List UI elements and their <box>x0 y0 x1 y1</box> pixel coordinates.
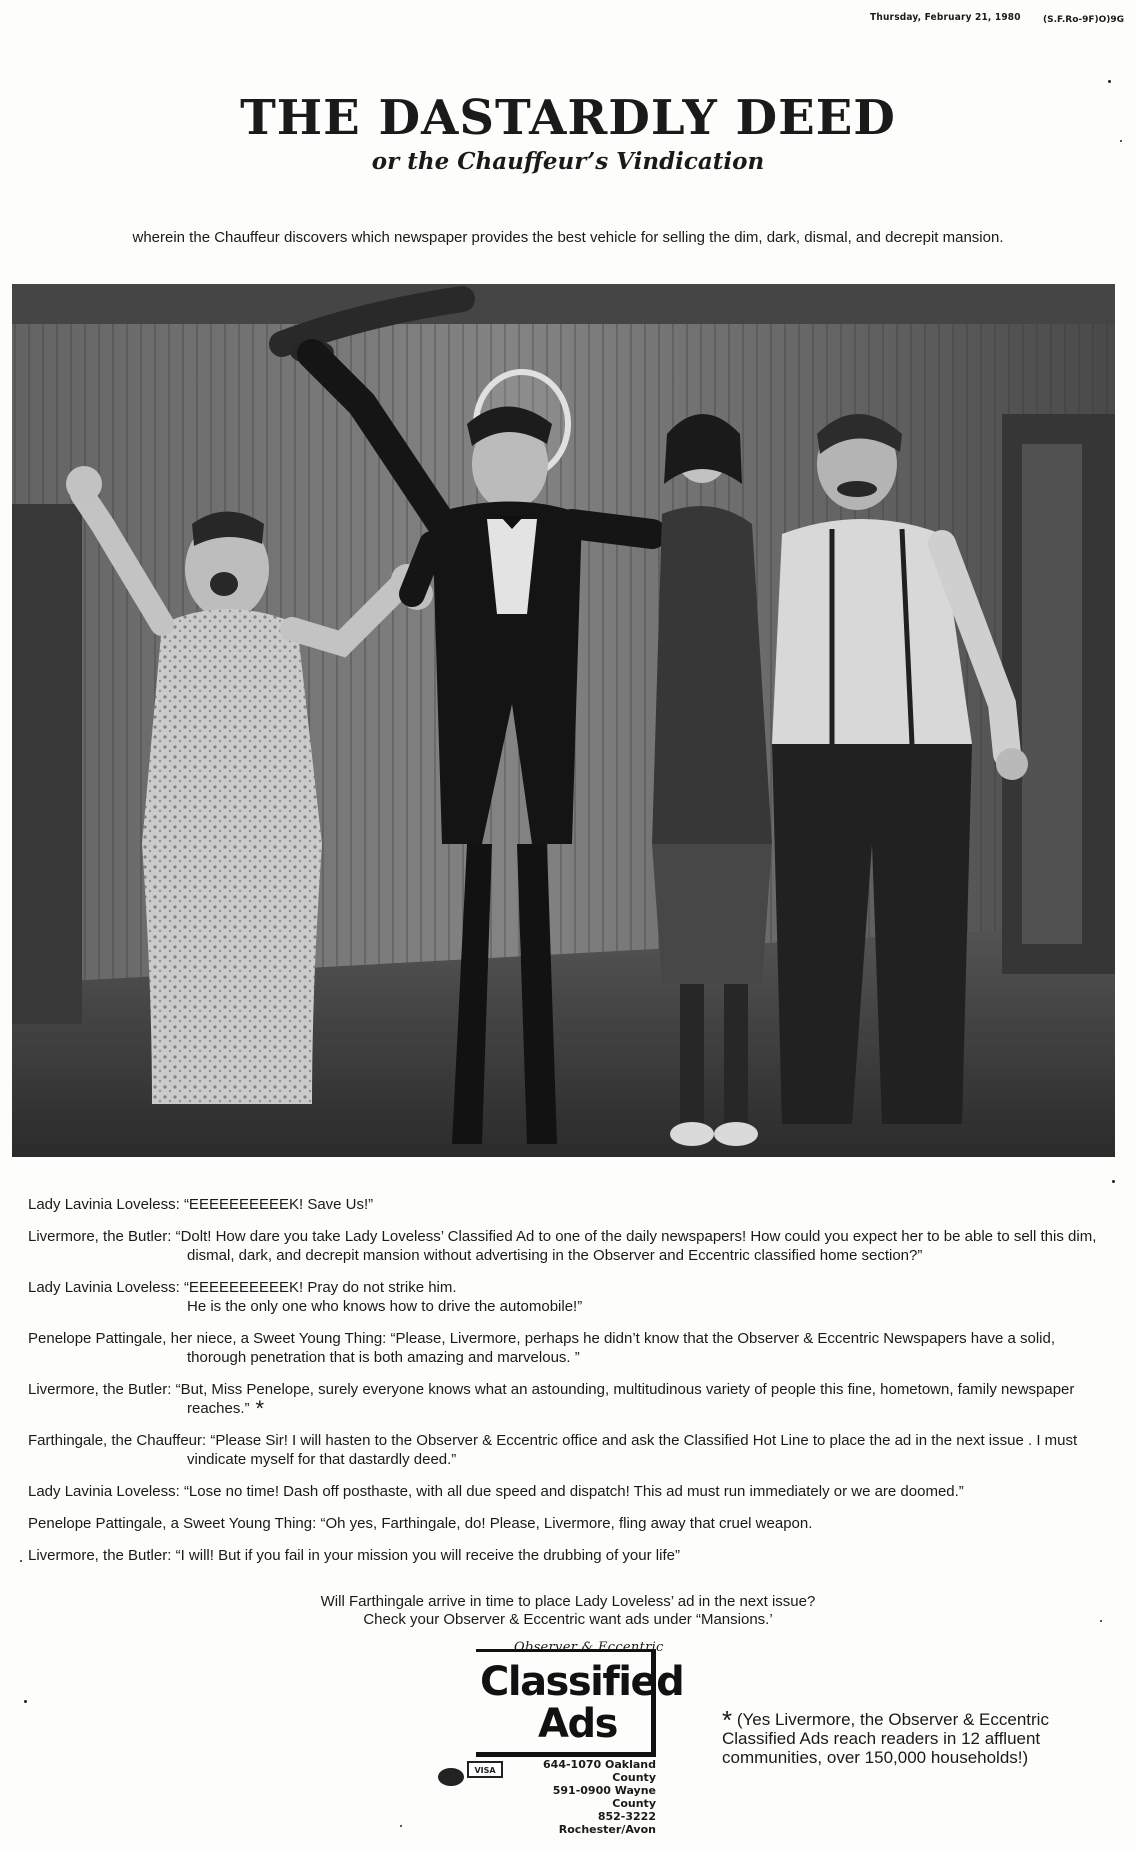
footnote-text: (Yes Livermore, the Observer & Eccentric Classified Ads reach readers in 12 affluent communities, over 150,000 households!) <box>722 1710 1049 1767</box>
masthead-code: (S.F.Ro-9F)O)9G <box>1043 15 1125 25</box>
speech-continuation: He is the only one who knows how to drive the automobile!” <box>187 1298 583 1315</box>
dialogue-line <box>28 1514 1103 1533</box>
speaker-name: Livermore, the Butler: <box>28 1381 172 1398</box>
speech-text: “I will! But if you fail in your mission you will receive the drubbing of your life” <box>175 1547 680 1564</box>
dialogue-line <box>28 1380 1103 1421</box>
speaker-name: Lady Lavinia Loveless: <box>28 1196 180 1213</box>
closing-line-1: Will Farthingale arrive in time to place Lady Loveless’ ad in the next issue? <box>320 1593 816 1610</box>
speech-text: “EEEEEEEEEEK! Pray do not strike him. <box>183 1279 457 1296</box>
print-speck <box>1120 140 1122 142</box>
phone-rochester: 852-3222 Rochester/Avon <box>558 1810 656 1836</box>
speaker-name: Penelope Pattingale, her niece, a Sweet Young Thing: <box>28 1330 387 1347</box>
dialogue-line <box>28 1431 1103 1469</box>
speech-text: “EEEEEEEEEEK! Save Us!” <box>183 1196 374 1213</box>
phone-numbers <box>514 1758 656 1836</box>
speaker-name: Livermore, the Butler: <box>28 1547 172 1564</box>
phone-oakland: 644-1070 Oakland County <box>543 1758 656 1784</box>
headline-subtitle: or the Chauffeur’s Vindication <box>371 148 765 175</box>
print-speck <box>1100 1620 1102 1622</box>
dialogue-line <box>28 1329 1103 1367</box>
speaker-name: Lady Lavinia Loveless: <box>28 1279 180 1296</box>
classified-ads-logo <box>476 1640 684 1758</box>
print-speck <box>20 1560 22 1562</box>
speaker-name: Lady Lavinia Loveless: <box>28 1483 180 1500</box>
intro-text: wherein the Chauffeur discovers which newspaper provides the best vehicle for selling the dim, dark, dismal, and decrepit mansion. <box>132 229 1004 246</box>
closing-question <box>0 1593 1136 1629</box>
speech-text: “Please, Livermore, perhaps he didn’t know that the Observer & Eccentric Newspapers have a solid, <box>390 1330 1056 1347</box>
speech-text: “But, Miss Penelope, surely everyone knows what an astounding, multitudinous variety of people this fine, hometown, family newspaper <box>175 1381 1075 1398</box>
logo-publisher: Observer & Eccentric <box>514 1640 664 1655</box>
print-speck <box>1108 80 1111 83</box>
logo-word-classified: Classified <box>480 1659 684 1705</box>
speech-continuation: vindicate myself for that dastardly deed.” <box>187 1451 457 1468</box>
speech-continuation-text: reaches.” <box>187 1400 250 1417</box>
dialogue-line <box>28 1482 1103 1501</box>
print-speck <box>24 1700 27 1703</box>
speech-continuation: dismal, dark, and decrepit mansion without advertising in the Observer and Eccentric classified home section?” <box>187 1247 923 1264</box>
film-still-photo <box>12 284 1115 1157</box>
visa-label: VISA <box>474 1766 496 1775</box>
speech-text: “Lose no time! Dash off posthaste, with all due speed and dispatch! This ad must run immediately or we are doomed.” <box>183 1483 964 1500</box>
photo-illustration <box>12 284 1115 1157</box>
dialogue-section <box>28 1195 1103 1578</box>
speech-text: “Please Sir! I will hasten to the Observer & Eccentric office and ask the Classified Hot Line to place the ad in the next issue . I must <box>210 1432 1078 1449</box>
credit-card-icons <box>437 1758 507 1788</box>
asterisk-mark: * <box>255 1396 265 1421</box>
masthead-date: Thursday, February 21, 1980 <box>870 12 1021 23</box>
asterisk-icon: * <box>722 1705 733 1735</box>
speaker-name: Penelope Pattingale, a Sweet Young Thing: <box>28 1515 317 1532</box>
speech-text: “Dolt! How dare you take Lady Loveless’ Classified Ad to one of the daily newspapers! How could you expect her to be able to sell this dim, <box>175 1228 1097 1245</box>
logo-word-ads: Ads <box>538 1701 617 1747</box>
speech-text: “Oh yes, Farthingale, do! Please, Livermore, fling away that cruel weapon. <box>320 1515 813 1532</box>
dialogue-line <box>28 1546 1103 1565</box>
phone-wayne: 591-0900 Wayne County <box>552 1784 656 1810</box>
speech-continuation <box>28 1396 1103 1421</box>
master-charge-icon <box>438 1768 464 1786</box>
closing-line-2: Check your Observer & Eccentric want ads under “Mansions.’ <box>363 1611 773 1628</box>
dialogue-line <box>28 1278 1103 1316</box>
dialogue-line <box>28 1195 1103 1214</box>
print-speck <box>400 1825 402 1827</box>
footnote <box>722 1705 1082 1767</box>
speaker-name: Livermore, the Butler: <box>28 1228 172 1245</box>
speech-continuation: thorough penetration that is both amazing and marvelous. ” <box>187 1349 580 1366</box>
headline-title: THE DASTARDLY DEED <box>240 90 896 146</box>
dialogue-line <box>28 1227 1103 1265</box>
print-speck <box>1112 1180 1115 1183</box>
speaker-name: Farthingale, the Chauffeur: <box>28 1432 207 1449</box>
